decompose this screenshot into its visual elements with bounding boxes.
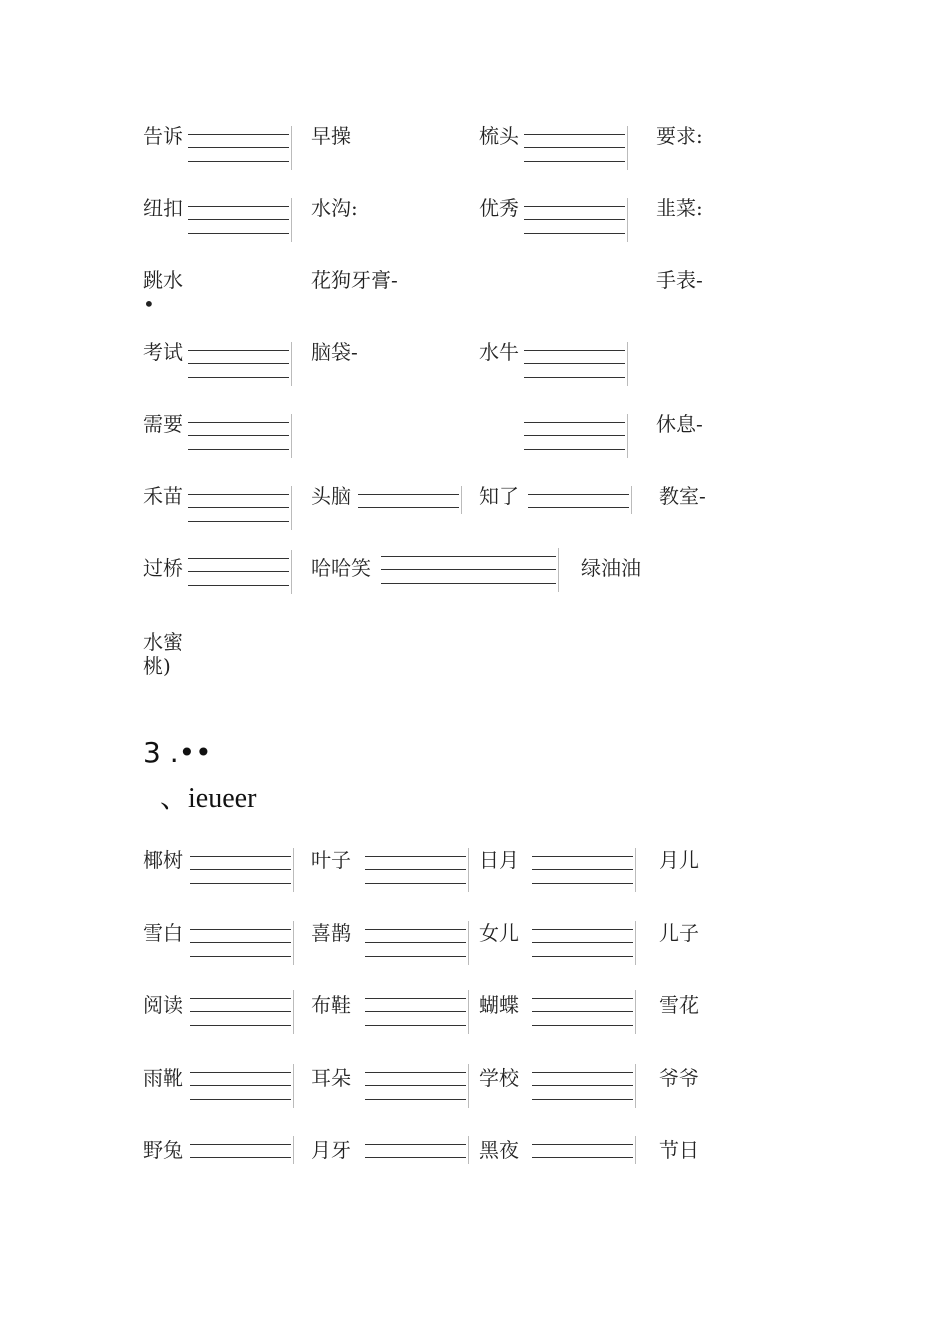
word-yetu: 野兔 <box>143 1138 183 1162</box>
writing-box[interactable] <box>190 1136 294 1164</box>
writing-box[interactable] <box>365 1136 469 1164</box>
writing-box[interactable] <box>532 990 636 1034</box>
writing-box-wide[interactable] <box>381 548 559 592</box>
word-xuyao: 需要 <box>143 412 183 436</box>
word-hemiao: 禾苗 <box>143 484 183 508</box>
word-tounao: 头脑 <box>311 484 351 508</box>
word-yueya: 月牙 <box>311 1138 351 1162</box>
word-zhiliao: 知了 <box>479 484 519 508</box>
word-lvyouyou: 绿油油 <box>581 556 641 580</box>
writing-box[interactable] <box>365 1064 469 1108</box>
word-riyue: 日月 <box>479 848 519 872</box>
word-xique: 喜鹊 <box>311 921 351 945</box>
word-shutou: 梳头 <box>479 124 519 148</box>
word-nver: 女儿 <box>479 921 519 945</box>
writing-box[interactable] <box>524 126 628 170</box>
word-erzi: 儿子 <box>659 921 699 945</box>
word-yuxue: 雨靴 <box>143 1066 183 1090</box>
writing-box[interactable] <box>190 921 294 965</box>
writing-box[interactable] <box>532 848 636 892</box>
word-yeshu: 椰树 <box>143 848 183 872</box>
word-yaoqiu: 要求: <box>656 124 703 148</box>
word-shuimitao: 水蜜 桃) <box>143 630 183 678</box>
writing-box[interactable] <box>532 1064 636 1108</box>
word-buxie: 布鞋 <box>311 993 351 1017</box>
writing-box[interactable] <box>365 921 469 965</box>
word-xuebai: 雪白 <box>143 921 183 945</box>
writing-box[interactable] <box>528 486 632 514</box>
writing-box[interactable] <box>190 1064 294 1108</box>
word-hudie: 蝴蝶 <box>479 993 519 1017</box>
writing-box[interactable] <box>190 848 294 892</box>
writing-box[interactable] <box>524 414 628 458</box>
writing-box[interactable] <box>188 550 292 594</box>
writing-box[interactable] <box>190 990 294 1034</box>
writing-box[interactable] <box>524 198 628 242</box>
word-xuexiao: 学校 <box>479 1066 519 1090</box>
word-gaosu: 告诉 <box>143 124 183 148</box>
word-hahaxiao: 哈哈笑 <box>311 556 371 580</box>
word-yueer: 月儿 <box>659 848 699 872</box>
word-youxiu: 优秀 <box>479 196 519 220</box>
word-xiuxi: 休息- <box>656 412 703 436</box>
word-erduo: 耳朵 <box>311 1066 351 1090</box>
writing-box[interactable] <box>365 990 469 1034</box>
writing-box[interactable] <box>358 486 462 514</box>
writing-box[interactable] <box>532 1136 636 1164</box>
word-xuehua: 雪花 <box>659 993 699 1017</box>
word-jieri: 节日 <box>659 1138 699 1162</box>
word-shuiniu: 水牛 <box>479 340 519 364</box>
writing-box[interactable] <box>188 342 292 386</box>
word-jiucai: 韭菜: <box>656 196 703 220</box>
writing-box[interactable] <box>188 198 292 242</box>
word-jiaoshi: 教室- <box>659 484 706 508</box>
word-yuedu: 阅读 <box>143 993 183 1017</box>
word-yezi: 叶子 <box>311 848 351 872</box>
writing-box[interactable] <box>365 848 469 892</box>
writing-box[interactable] <box>532 921 636 965</box>
word-kaoshi: 考试 <box>143 340 183 364</box>
word-zaocao: 早操 <box>311 124 351 148</box>
word-heiye: 黑夜 <box>479 1138 519 1162</box>
word-yeye: 爷爷 <box>659 1066 699 1090</box>
writing-box[interactable] <box>188 486 292 530</box>
word-shoubiao: 手表- <box>656 268 703 292</box>
word-tiaoshui: 跳水 • <box>143 268 183 316</box>
writing-box[interactable] <box>188 414 292 458</box>
word-niukou: 纽扣 <box>143 196 183 220</box>
writing-box[interactable] <box>524 342 628 386</box>
writing-box[interactable] <box>188 126 292 170</box>
word-naodai: 脑袋- <box>311 340 358 364</box>
word-guoqiao: 过桥 <box>143 556 183 580</box>
section-heading: 3 .•• <box>143 736 212 769</box>
word-shuigou: 水沟: <box>311 196 358 220</box>
word-huagou-yagao: 花狗牙膏- <box>311 268 398 292</box>
section-subheading: 、ieueer <box>160 783 257 814</box>
